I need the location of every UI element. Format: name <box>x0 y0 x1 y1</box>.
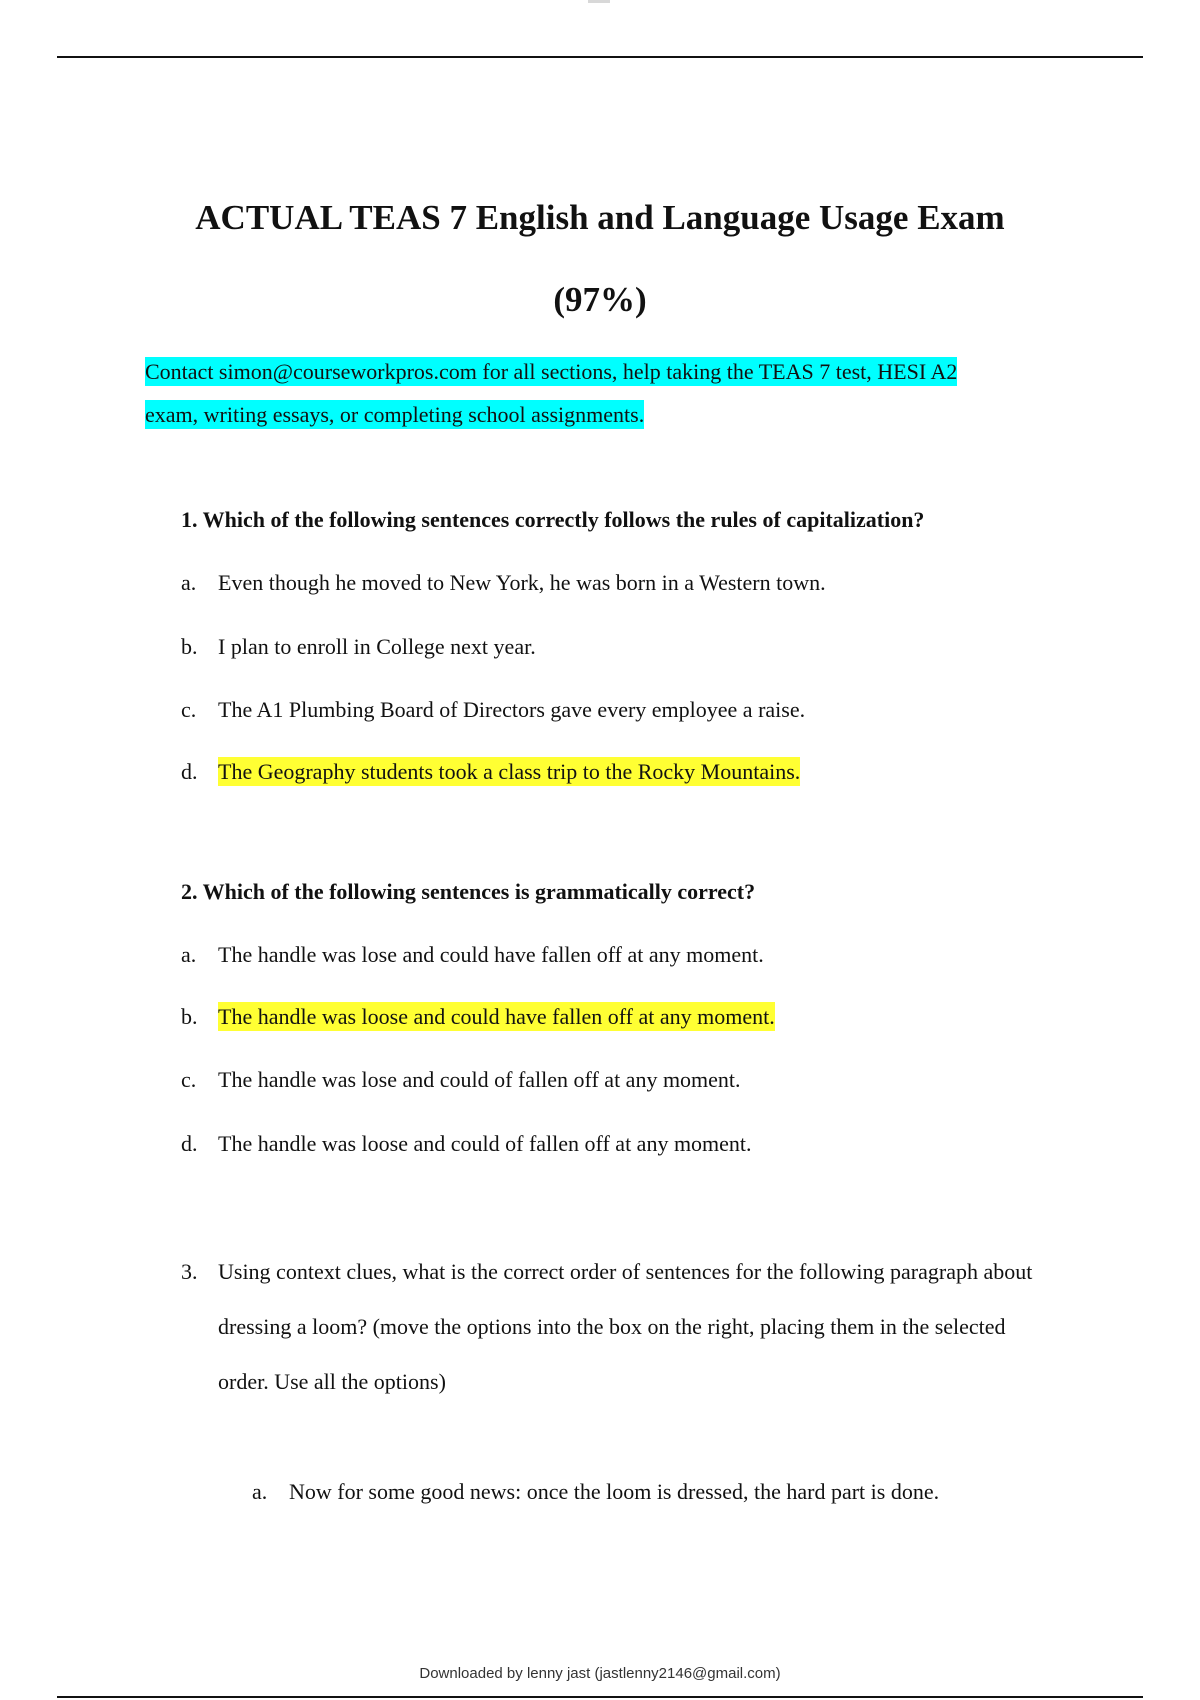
question-1-option-c <box>181 695 805 725</box>
question-2-option-d <box>181 1129 752 1159</box>
footer-rule <box>57 1696 1143 1698</box>
question-1-option-b <box>181 632 536 662</box>
header-rule <box>57 56 1143 58</box>
download-footer: Downloaded by lenny jast (jastlenny2146@gmail.com) <box>419 1665 781 1682</box>
option-letter: a. <box>181 942 197 967</box>
option-letter: c. <box>181 697 197 722</box>
question-2-option-c <box>181 1065 741 1095</box>
option-letter: a. <box>181 570 197 595</box>
option-letter: d. <box>181 1131 198 1156</box>
option-text: The handle was lose and could have fallen off at any moment. <box>218 942 764 967</box>
contact-line-2: exam, writing essays, or completing school assignments. <box>145 402 645 427</box>
question-2-option-b <box>181 1002 775 1032</box>
question-1-option-a <box>181 568 826 598</box>
option-letter: c. <box>181 1067 197 1092</box>
option-text: Even though he moved to New York, he was born in a Western town. <box>218 570 826 595</box>
question-1-option-d <box>181 757 800 787</box>
option-text: The handle was lose and could of fallen off at any moment. <box>218 1067 741 1092</box>
page-top-mark <box>588 0 610 3</box>
question-2-prompt: 2. Which of the following sentences is grammatically correct? <box>181 879 756 904</box>
question-3-option-a <box>252 1477 939 1507</box>
document-score: (97%) <box>553 280 647 319</box>
contact-notice <box>145 350 1065 436</box>
highlighted-answer: The handle was loose and could have fallen off at any moment. <box>218 1004 775 1029</box>
question-2-option-a <box>181 940 764 970</box>
option-text: The A1 Plumbing Board of Directors gave every employee a raise. <box>218 697 806 722</box>
highlighted-answer: The Geography students took a class trip to the Rocky Mountains. <box>218 759 801 784</box>
contact-line-1: Contact simon@courseworkpros.com for all sections, help taking the TEAS 7 test, HESI A2 <box>145 359 958 384</box>
option-letter: b. <box>181 1004 198 1029</box>
question-3-number: 3. <box>181 1259 198 1284</box>
option-text: Now for some good news: once the loom is dressed, the hard part is done. <box>289 1479 940 1504</box>
option-text: I plan to enroll in College next year. <box>218 634 536 659</box>
question-3 <box>181 1244 1061 1409</box>
option-text: The handle was loose and could of fallen off at any moment. <box>218 1131 752 1156</box>
document-title: ACTUAL TEAS 7 English and Language Usage Exam <box>195 198 1005 237</box>
option-letter: d. <box>181 759 198 784</box>
question-3-prompt: Using context clues, what is the correct order of sentences for the following paragraph about dressing a loom? (move the options into the box on the right, placing them in the selected order. Use all the options) <box>218 1259 1033 1394</box>
question-1-prompt: 1. Which of the following sentences correctly follows the rules of capitalization? <box>181 507 925 532</box>
option-letter: a. <box>252 1479 268 1504</box>
option-letter: b. <box>181 634 198 659</box>
